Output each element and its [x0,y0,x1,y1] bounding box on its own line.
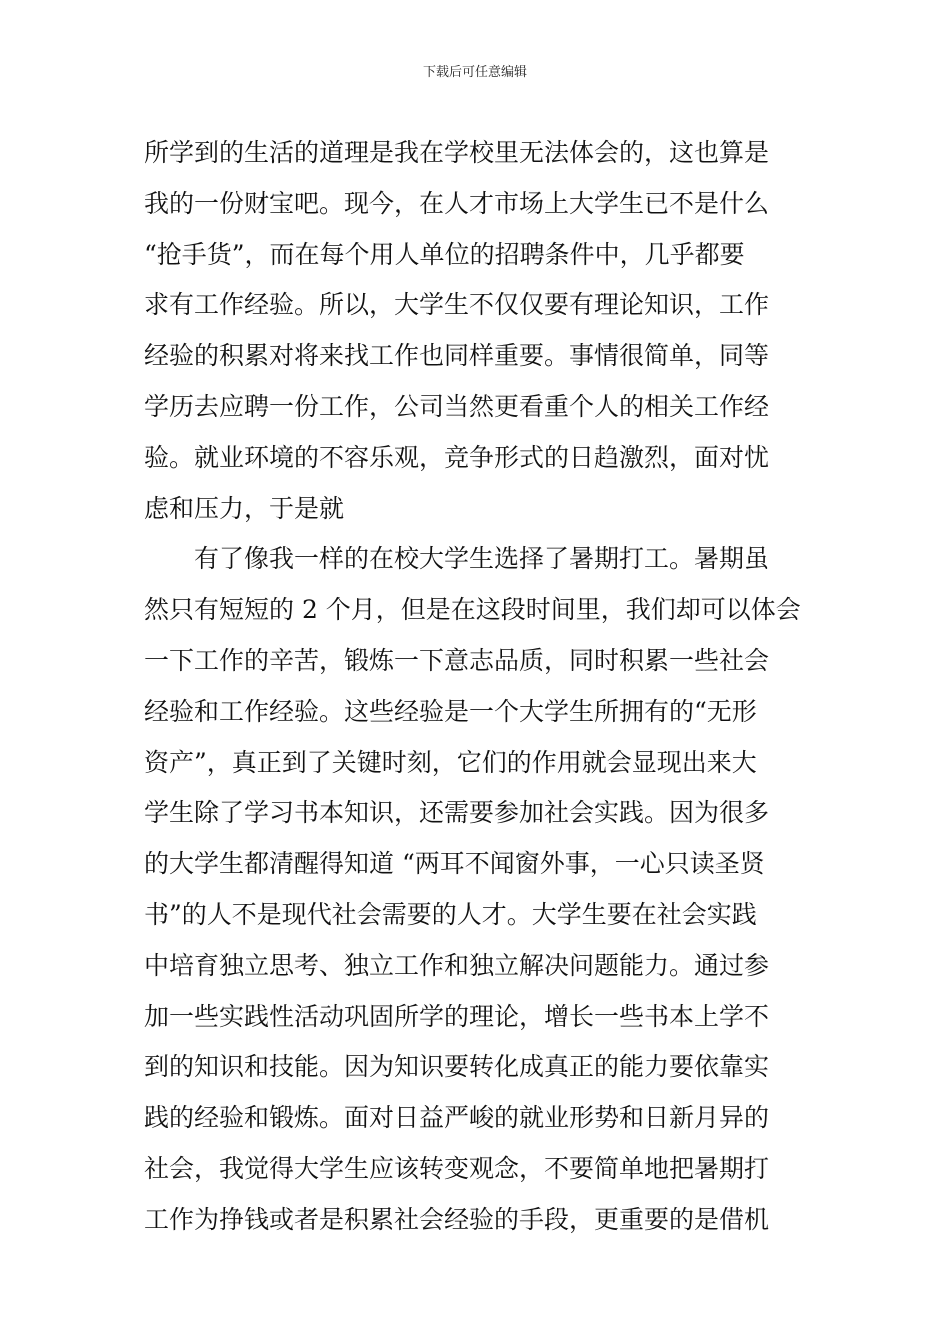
text-line: 然只有短短的 2 个月，但是在这段时间里，我们却可以体会 [144,595,801,625]
page-header-note: 下载后可任意编辑 [422,65,527,80]
text-line: 书”的人不是现代社会需要的人才。大学生要在社会实践 [144,899,757,929]
text-line: 一下工作的辛苦，锻炼一下意志品质，同时积累一些社会 [144,645,770,675]
text-line: 学生除了学习书本知识，还需要参加社会实践。因为很多 [144,798,770,828]
text-line: 学历去应聘一份工作，公司当然更看重个人的相关工作经 [144,391,770,421]
text-line: 经验和工作经验。这些经验是一个大学生所拥有的“无形 [144,696,757,726]
text-line: 虑和压力，于是就 [144,493,345,523]
paragraph-2 [144,534,806,1245]
document-body [144,128,806,1246]
text-line: 社会，我觉得大学生应该转变观念，不要简单地把暑期打 [144,1153,770,1183]
text-line: 求有工作经验。所以，大学生不仅仅要有理论知识，工作 [144,290,770,320]
text-line: 中培育独立思考、独立工作和独立解决问题能力。通过参 [144,950,770,980]
paragraph-1 [144,128,806,534]
text-line: 经验的积累对将来找工作也同样重要。事情很简单，同等 [144,341,770,371]
text-line: 工作为挣钱或者是积累社会经验的手段，更重要的是借机 [144,1204,770,1234]
text-line: “抢手货”，而在每个用人单位的招聘条件中，几乎都要 [144,239,745,269]
text-line: 有了像我一样的在校大学生选择了暑期打工。暑期虽 [194,544,770,574]
text-line: 到的知识和技能。因为知识要转化成真正的能力要依靠实 [144,1052,770,1082]
text-line: 资产”，真正到了关键时刻，它们的作用就会显现出来大 [144,747,757,777]
text-line: 践的经验和锻炼。面对日益严峻的就业形势和日新月异的 [144,1103,770,1133]
text-line: 所学到的生活的道理是我在学校里无法体会的，这也算是 [144,138,770,167]
text-line: 验。就业环境的不容乐观，竞争形式的日趋激烈，面对忧 [144,442,770,472]
text-line: 我的一份财宝吧。现今，在人才市场上大学生已不是什么 [144,188,770,218]
text-line: 加一些实践性活动巩固所学的理论，增长一些书本上学不 [144,1001,770,1031]
text-line: 的大学生都清醒得知道 “两耳不闻窗外事，一心只读圣贤 [144,849,765,879]
